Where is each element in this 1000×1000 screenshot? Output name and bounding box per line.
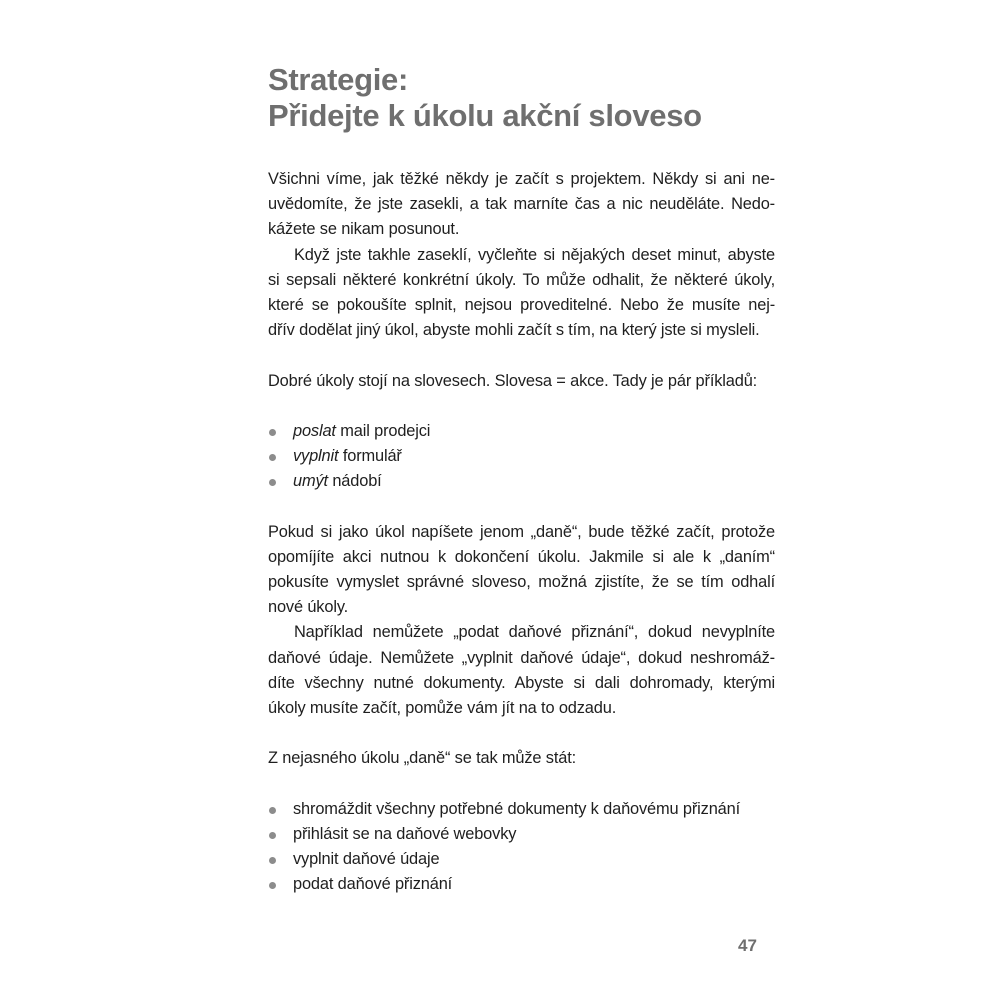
- paragraph-gap: [268, 343, 788, 368]
- example-verb: umýt: [293, 472, 328, 491]
- text-line: uvědomíte, že jste zasekli, a tak marníte čas a nic neuděláte. Nedo-: [268, 195, 775, 214]
- text-line: opomíjíte akci nutnou k dokončení úkolu. Jakmile si ale k „daním“: [268, 547, 775, 566]
- example-rest: formulář: [338, 447, 402, 466]
- paragraph-stuck: [268, 243, 788, 344]
- list-item: [268, 444, 788, 469]
- text-line: dřív dodělat jiný úkol, abyste mohli začít s tím, na který jste si mysleli.: [268, 321, 760, 340]
- example-rest: mail prodejci: [335, 421, 431, 440]
- list-item: [268, 419, 788, 444]
- paragraph-gap: [268, 772, 788, 797]
- text-line: pokusíte vymyslet správné sloveso, možná zjistíte, že se tím odhalí: [268, 573, 775, 591]
- step-text: vyplnit daňové údaje: [293, 850, 440, 869]
- paragraph-example: [268, 620, 788, 721]
- bullet-icon: [269, 832, 276, 839]
- text-line: Všichni víme, jak těžké někdy je začít s projektem. Někdy si ani ne-: [268, 170, 775, 188]
- paragraph-gap: [268, 721, 788, 746]
- list-item: [268, 872, 788, 897]
- text-line: úkoly musíte začít, pomůže vám jít na to odzadu.: [268, 698, 617, 717]
- bullet-icon: [269, 857, 276, 864]
- list-item: [268, 797, 788, 822]
- step-text: přihlásit se na daňové webovky: [293, 824, 517, 843]
- page-title: [268, 62, 828, 134]
- bullet-icon: [269, 454, 276, 461]
- example-rest: nádobí: [327, 472, 382, 491]
- title-line-1: Strategie:: [268, 62, 408, 97]
- paragraph-gap: [268, 494, 788, 519]
- body-text: [268, 167, 788, 897]
- step-text: podat daňové přiznání: [293, 875, 453, 894]
- text-line: které se pokoušíte splnit, nejsou proveditelné. Nebo že musíte nej-: [268, 295, 775, 314]
- steps-list: [268, 797, 788, 898]
- bullet-icon: [269, 479, 276, 486]
- example-verb: vyplnit: [293, 447, 339, 466]
- text-line: Například nemůžete „podat daňové přiznání“, dokud nevyplníte: [294, 623, 775, 642]
- page-number: 47: [738, 936, 757, 955]
- text-line: Pokud si jako úkol napíšete jenom „daně“, bude těžké začít, protože: [268, 522, 775, 541]
- paragraph-intro: [268, 167, 788, 243]
- text-line: kážete se nikam posunout.: [268, 220, 460, 239]
- text-line: si sepsali některé konkrétní úkoly. To může odhalit, že některé úkoly,: [268, 270, 775, 289]
- list-item: [268, 469, 788, 494]
- list-item: [268, 822, 788, 847]
- paragraph-taxes: [268, 520, 788, 621]
- example-verb: poslat: [293, 421, 336, 440]
- list-item: [268, 847, 788, 872]
- step-text: shromáždit všechny potřebné dokumenty k daňovému přiznání: [293, 799, 740, 818]
- text-line: Když jste takhle zaseklí, vyčleňte si nějakých deset minut, abyste: [294, 245, 775, 264]
- paragraph-transform: Z nejasného úkolu „daně“ se tak může stát:: [268, 749, 577, 768]
- bullet-icon: [269, 429, 276, 436]
- examples-list: [268, 419, 788, 495]
- text-line: díte všechny nutné dokumenty. Abyste si dali dohromady, kterými: [268, 673, 775, 692]
- title-line-2: Přidejte k úkolu akční sloveso: [268, 98, 702, 133]
- text-line: daňové údaje. Nemůžete „vyplnit daňové údaje“, dokud neshromáž-: [268, 648, 775, 667]
- text-line: nové úkoly.: [268, 598, 349, 617]
- bullet-icon: [269, 882, 276, 889]
- paragraph-gap: [268, 394, 788, 419]
- paragraph-verbs: Dobré úkoly stojí na slovesech. Slovesa = akce. Tady je pár příkladů:: [268, 371, 758, 390]
- bullet-icon: [269, 807, 276, 814]
